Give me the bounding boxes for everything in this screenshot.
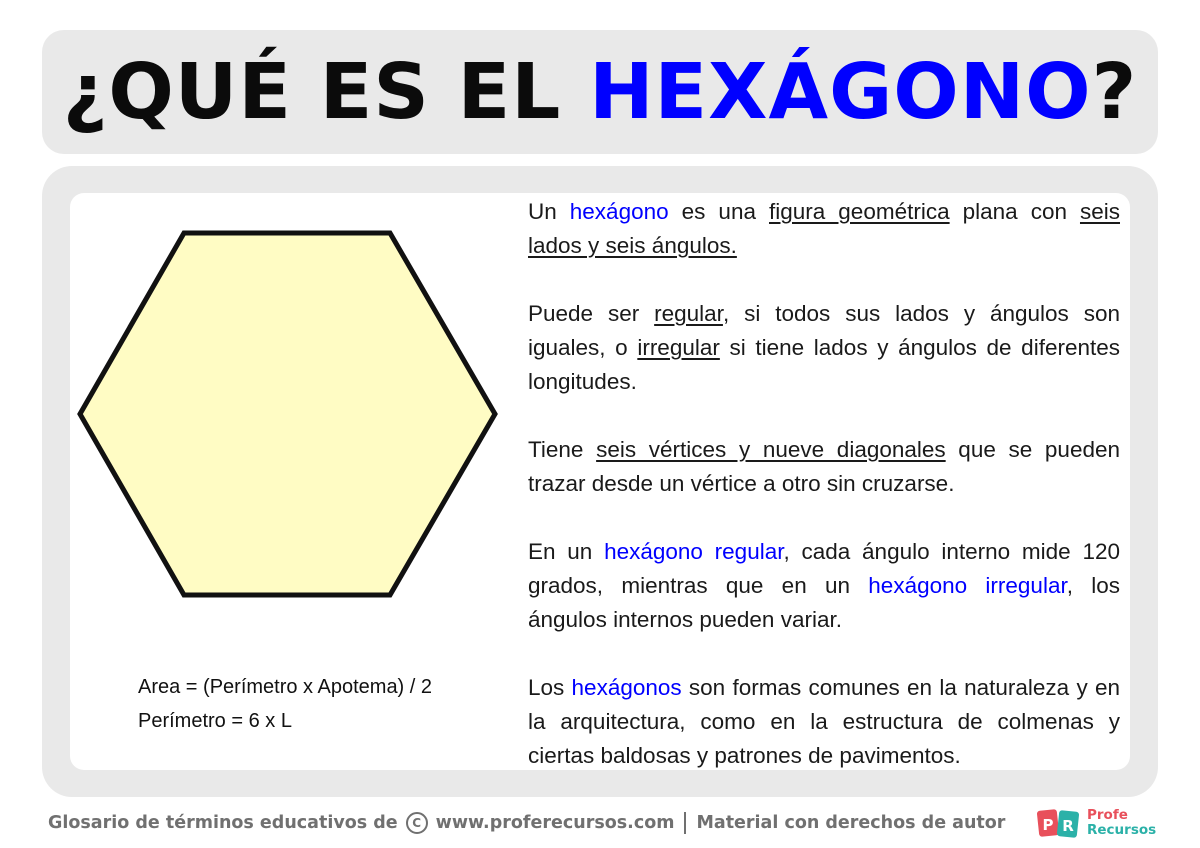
title-keyword: HEXÁGONO (589, 47, 1092, 137)
logo-text (1087, 808, 1156, 838)
logo-line-1: Profe (1087, 807, 1128, 823)
text-span: si tiene lados y ángulos de diferentes longitudes. (528, 335, 1120, 394)
text-span: Puede ser (528, 301, 655, 326)
formulas (138, 670, 432, 738)
paragraph-types (528, 297, 1120, 399)
logo-line-2: Recursos (1087, 822, 1157, 838)
copyright-icon: C (406, 812, 428, 834)
term-regular: regular (654, 301, 723, 326)
footer-glossary-text: Glosario de términos educativos de (48, 813, 398, 833)
paragraph-angles (528, 535, 1120, 637)
paragraph-definition (528, 195, 1120, 263)
logo-letter-p: P (1042, 816, 1054, 834)
area-formula: Area = (Perímetro x Apotema) / 2 (138, 676, 433, 698)
term-figura-geometrica: figura geométrica (769, 199, 950, 224)
term-seis-lados: seis lados y seis ángulos. (528, 199, 1120, 258)
title-bar (42, 30, 1158, 154)
paragraph-nature (528, 671, 1120, 773)
paragraph-vertices (528, 433, 1120, 501)
hexagon-figure (74, 226, 504, 602)
text-span: En un (528, 539, 605, 564)
keyword-hexagono: hexágono (569, 199, 669, 224)
title-part-1: ¿QUÉ ES EL (62, 47, 590, 137)
keyword-hexagonos: hexágonos (571, 675, 682, 700)
text-span: es una (668, 199, 769, 224)
text-span: plana con (949, 199, 1080, 224)
logo-letter-r: R (1062, 817, 1074, 835)
term-vertices-diagonales: seis vértices y nueve diagonales (596, 437, 946, 462)
keyword-hexagono-irregular: hexágono irregular (868, 573, 1067, 598)
text-span: , si todos sus lados y ángulos son iguales, o (528, 301, 1120, 360)
footer (48, 808, 1005, 838)
text-span: que se pueden trazar desde un vértice a otro sin cruzarse. (528, 437, 1121, 496)
text-span: , los ángulos internos pueden variar. (528, 573, 1120, 632)
text-span: son formas comunes en la naturaleza y en la arquitectura, como en la estructura de colmenas y ciertas baldosas y patrones de pavimentos. (528, 675, 1120, 768)
profe-recursos-logo-icon (1036, 806, 1082, 840)
term-irregular: irregular (637, 335, 720, 360)
text-span: Un (528, 199, 570, 224)
footer-divider (684, 812, 686, 834)
profe-recursos-logo[interactable] (1036, 806, 1156, 840)
text-span: Los (528, 675, 572, 700)
keyword-hexagono-regular: hexágono regular (604, 539, 784, 564)
page-title (62, 47, 1138, 137)
text-span: , cada ángulo interno mide 120 grados, mientras que en un (528, 539, 1120, 598)
perimeter-formula: Perímetro = 6 x L (138, 710, 292, 732)
footer-rights-text: Material con derechos de autor (696, 813, 1006, 833)
text-span: Tiene (528, 437, 597, 462)
hexagon-shape (80, 233, 495, 595)
title-part-3: ? (1091, 47, 1138, 137)
definition-text (528, 195, 1120, 773)
footer-url-link[interactable]: www.proferecursos.com (435, 813, 675, 833)
